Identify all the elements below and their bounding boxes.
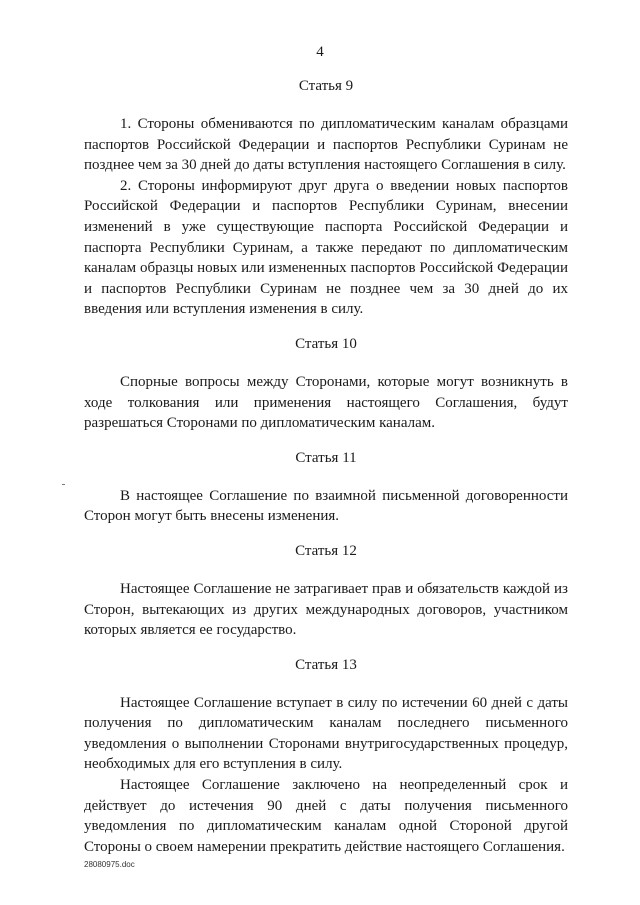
- article-paragraph: Спорные вопросы между Сторонами, которые могут возникнуть в ходе толкования или применения настоящего Соглашения, будут разрешаться Сторонами по дипломатическим каналам.: [84, 373, 568, 432]
- article-paragraph: Настоящее Соглашение вступает в силу по истечении 60 дней с даты получения по дипломатическим каналам последнего письменного уведомления о выполнении Сторонами внутригосударственных процедур, необходимых для его вступления в силу.: [84, 694, 568, 773]
- article-title: Статья 10: [295, 335, 357, 352]
- article-title: Статья 12: [295, 542, 357, 559]
- article-title: Статья 13: [295, 656, 357, 673]
- article-paragraph: Настоящее Соглашение заключено на неопределенный срок и действует до истечения 90 дней с даты получения письменного уведомления по дипломатическим каналам одной Стороной другой Стороны о своем намерении прекратить действие настоящего Соглашения.: [84, 777, 568, 855]
- document-code: 28080975.doc: [84, 860, 135, 869]
- article-paragraph: В настоящее Соглашение по взаимной письменной договоренности Сторон могут быть внесены изменения.: [84, 487, 568, 525]
- page-number: 4: [316, 44, 324, 60]
- margin-mark: [62, 484, 65, 485]
- article-11: [84, 448, 568, 527]
- article-paragraph: Настоящее Соглашение не затрагивает прав и обязательств каждой из Сторон, вытекающих из других международных договоров, участником которых является ее государство.: [84, 580, 568, 639]
- article-title: Статья 9: [298, 78, 354, 94]
- article-title: Статья 11: [295, 449, 357, 466]
- article-12: [84, 541, 568, 641]
- article-13: [84, 655, 568, 858]
- article-10: [84, 334, 568, 434]
- article-paragraph: 2. Стороны информируют друг друга о введении новых паспортов Российской Федерации и паспортов Республики Суринам, внесении изменений в уже существующие паспорта Российской Федерации и паспорта Республики Суринам, а также передают по дипломатическим каналам образцы новых или измененных паспортов Российской Федерации и паспортов Республики Суринам не позднее чем за 30 дней до их введения или вступления изменения в силу.: [84, 177, 568, 318]
- document-body: [84, 76, 568, 857]
- article-paragraph: 1. Стороны обмениваются по дипломатическим каналам образцами паспортов Российской Федерации и паспортов Республики Суринам не позднее чем за 30 дней до даты вступления настоящего Соглашения в силу.: [84, 116, 568, 174]
- article-9: [84, 76, 568, 320]
